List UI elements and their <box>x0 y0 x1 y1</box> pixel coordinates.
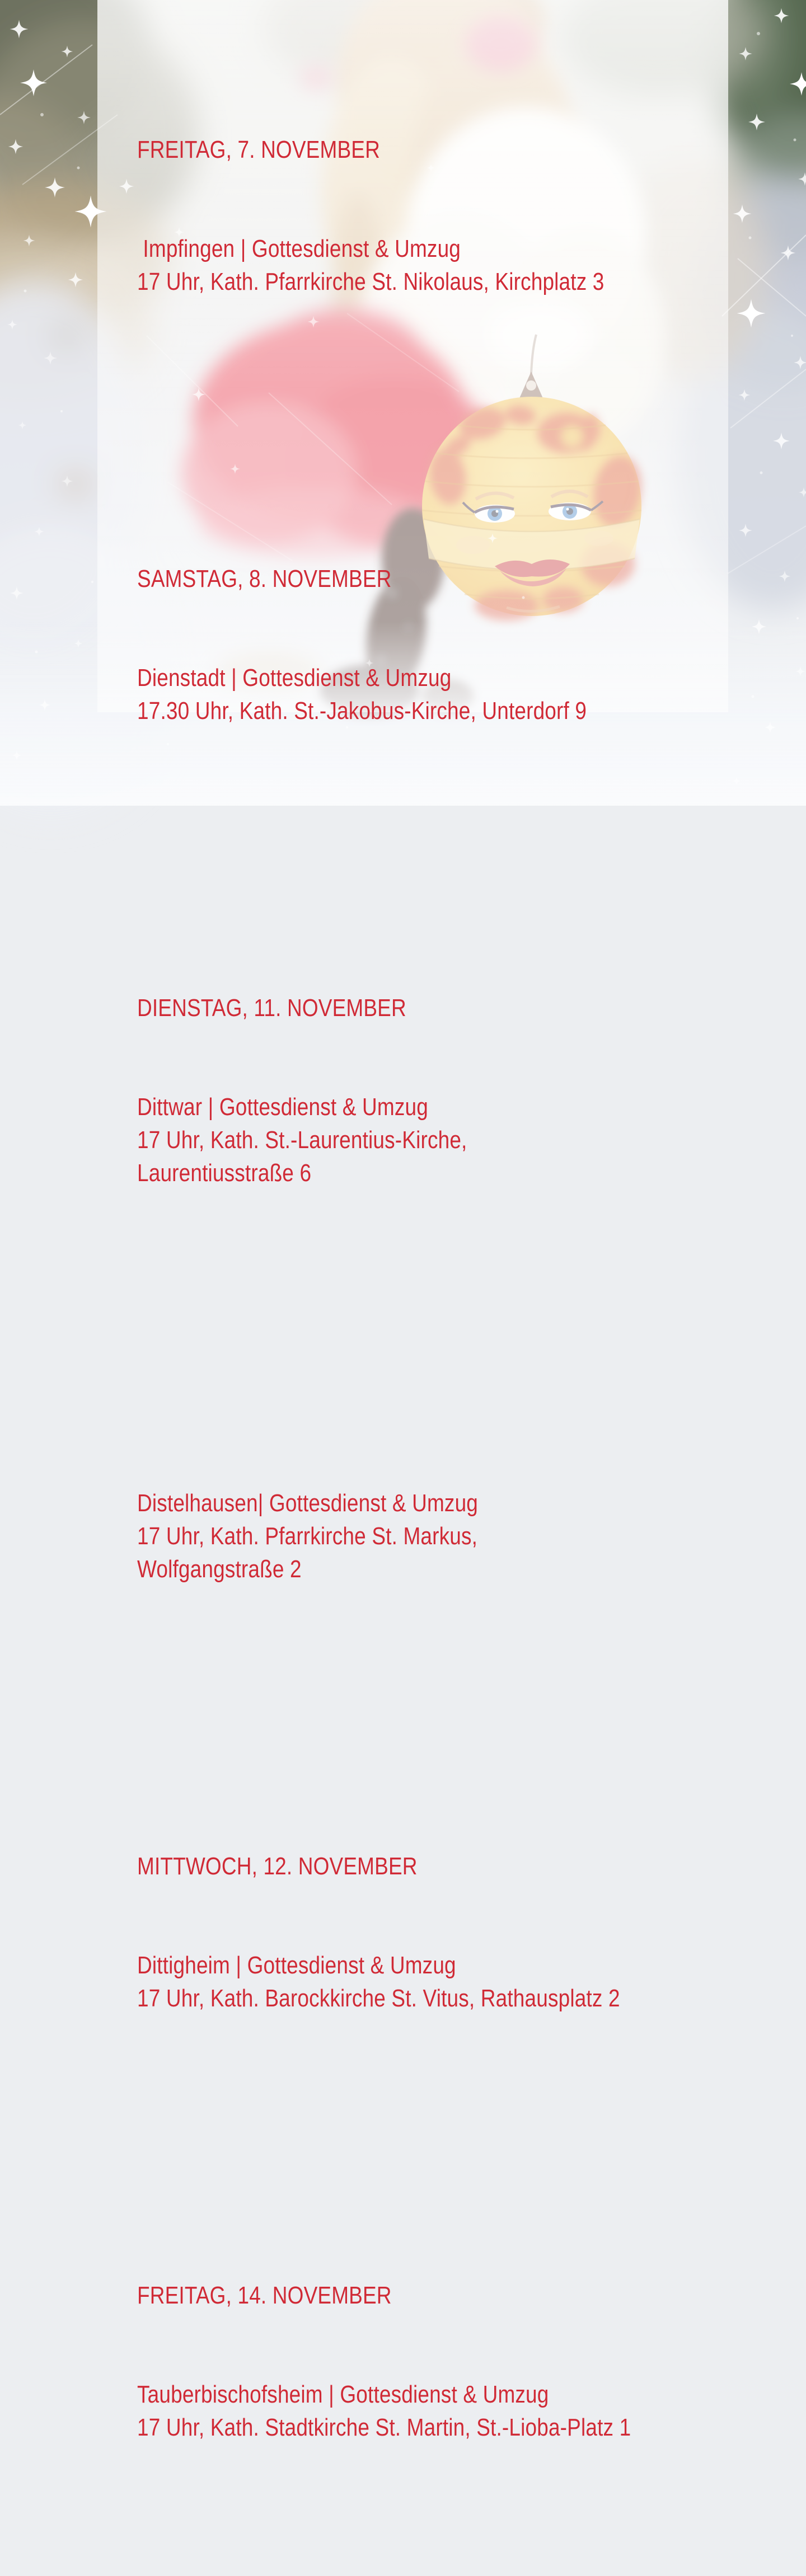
event-line: 17 Uhr, Kath. St.-Laurentius-Kirche, <box>137 1126 467 1154</box>
event-line: 17.30 Uhr, Kath. St.-Jakobus-Kirche, Unterdorf 9 <box>137 697 587 725</box>
event-lines <box>137 1487 631 1586</box>
event-date: DIENSTAG, 11. NOVEMBER <box>137 994 406 1022</box>
event-line: Dittwar | Gottesdienst & Umzug <box>137 1093 428 1121</box>
event-line: Tauberbischofsheim | Gottesdienst & Umzug <box>137 2381 549 2408</box>
event-lines <box>137 232 631 298</box>
event-line: 17 Uhr, Kath. Barockkirche St. Vitus, Rathausplatz 2 <box>137 1985 620 2012</box>
event-block <box>137 67 631 364</box>
event-line: 17 Uhr, Kath. Pfarrkirche St. Nikolaus, Kirchplatz 3 <box>137 268 604 295</box>
event-line: Dittigheim | Gottesdienst & Umzug <box>137 1952 456 1979</box>
event-line: Wolfgangstraße 2 <box>137 1555 302 1583</box>
event-date: MITTWOCH, 12. NOVEMBER <box>137 1853 418 1880</box>
event-line: Distelhausen| Gottesdienst & Umzug <box>137 1489 479 1517</box>
event-lines <box>137 661 631 727</box>
event-line: Laurentiusstraße 6 <box>137 1159 312 1187</box>
event-line: Impfingen | Gottesdienst & Umzug <box>137 235 461 262</box>
event-line: 17 Uhr, Kath. Pfarrkirche St. Markus, <box>137 1522 478 1550</box>
event-block <box>137 1784 631 2081</box>
event-date: FREITAG, 14. NOVEMBER <box>137 2282 392 2309</box>
event-line: Dienstadt | Gottesdienst & Umzug <box>137 664 452 692</box>
event-block <box>137 1388 631 1652</box>
event-block <box>137 2213 631 2510</box>
event-lines <box>137 2378 631 2444</box>
event-line: 17 Uhr, Kath. Stadtkirche St. Martin, St.-Lioba-Platz 1 <box>137 2414 631 2441</box>
event-lines <box>137 1090 631 1190</box>
event-date: FREITAG, 7. NOVEMBER <box>137 136 380 163</box>
event-date: SAMSTAG, 8. NOVEMBER <box>137 565 392 593</box>
event-lines <box>137 1949 631 2015</box>
event-block <box>137 925 631 1256</box>
event-block <box>137 496 631 793</box>
events-list <box>137 1 631 2576</box>
